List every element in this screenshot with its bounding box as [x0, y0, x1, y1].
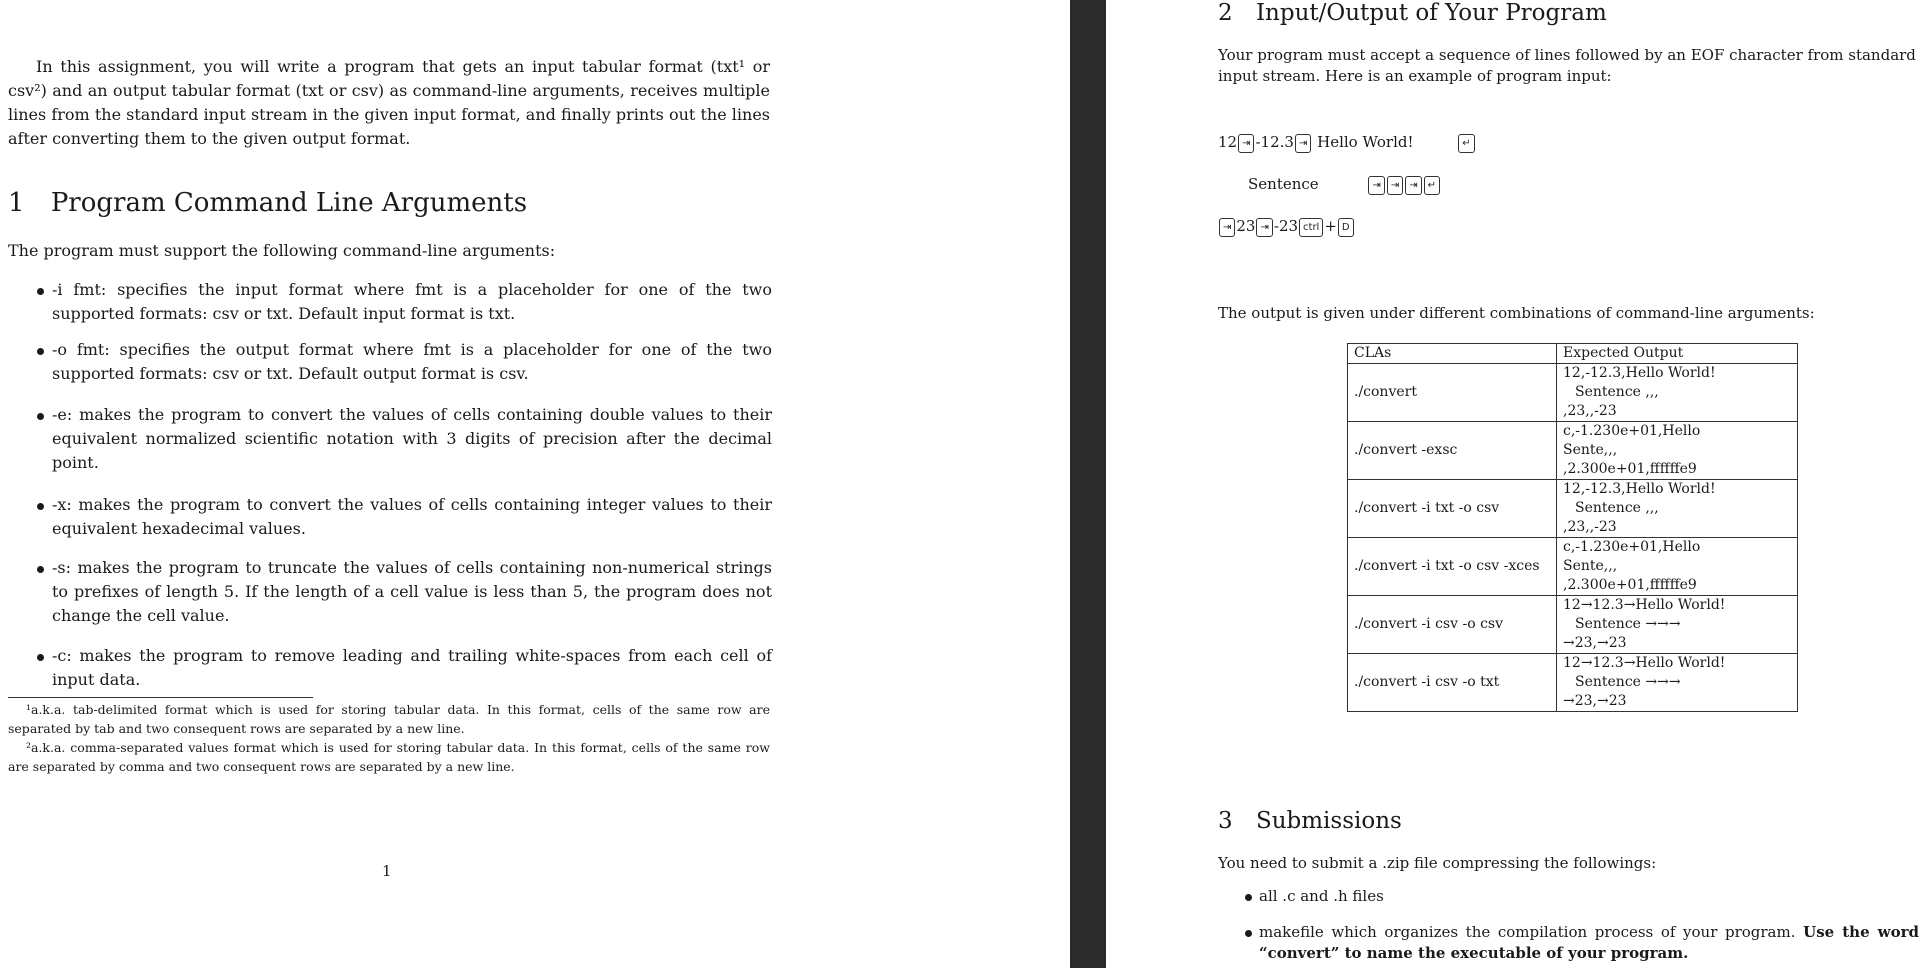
list-item: -c: makes the program to remove leading and trailing white-spaces from each cell of input data.	[52, 646, 772, 689]
section-1-heading	[8, 188, 527, 218]
list-item: makefile which organizes the compilation process of your program. Use the word “convert” to name the executable of your program.	[1259, 923, 1919, 962]
bullet-icon	[1245, 930, 1252, 937]
table-row	[1348, 364, 1798, 422]
bullet-icon	[37, 503, 44, 510]
table-header-row	[1348, 344, 1798, 364]
submission-lead: You need to submit a .zip file compressing the followings:	[1218, 854, 1657, 872]
tab-key-icon: ⇥	[1238, 134, 1254, 153]
bullet-icon	[37, 413, 44, 420]
footnote-rule	[8, 697, 313, 698]
intro-paragraph: In this assignment, you will write a program that gets an input tabular format (txt¹ or csv²) and an output tabular format (txt or csv) as command-line arguments, receives multiple lines from the standard input stream in the given input format, and finally prints out the lines after converting them to the given output format.	[8, 57, 770, 148]
bullet-icon	[37, 348, 44, 355]
input-example-line-1: 12 ⇥ -12.3 ⇥ Hello World! ↵	[1218, 130, 1476, 154]
list-item: all .c and .h files	[1259, 887, 1384, 905]
footnote-1: ¹a.k.a. tab-delimited format which is used for storing tabular data. In this format, cells of the same row are separated by tab and two consequent rows are separated by a new line.	[8, 702, 770, 736]
output-cell: 12,-12.3,Hello World! Sentence ,,, ,23,,-23	[1557, 480, 1798, 538]
output-cell: c,-1.230e+01,Hello Sente,,, ,2.300e+01,ffffffe9	[1557, 422, 1798, 480]
tab-key-icon: ⇥	[1368, 176, 1384, 195]
table-row	[1348, 480, 1798, 538]
output-lead: The output is given under different combinations of command-line arguments:	[1218, 304, 1815, 322]
section-3-heading	[1218, 808, 1402, 834]
output-cell: 12→12.3→Hello World! Sentence →→→ →23,→23	[1557, 654, 1798, 712]
input-example-line-2: Sentence ⇥ ⇥ ⇥ ↵	[1248, 172, 1441, 196]
tab-key-icon: ⇥	[1405, 176, 1421, 195]
tab-key-icon: ⇥	[1295, 134, 1311, 153]
arguments-lead: The program must support the following command-line arguments:	[8, 241, 556, 260]
list-item: -i fmt: specifies the input format where fmt is a placeholder for one of the two supported formats: csv or txt. Default input format is txt.	[52, 280, 772, 323]
enter-key-icon: ↵	[1458, 134, 1474, 153]
list-item: -x: makes the program to convert the values of cells containing integer values to their equivalent hexadecimal values.	[52, 495, 772, 538]
ctrl-key-icon: ctrl	[1299, 218, 1323, 237]
input-example-line-3: ⇥ 23 ⇥ -23 ctrl + D	[1218, 214, 1355, 238]
io-intro-paragraph: Your program must accept a sequence of lines followed by an EOF character from standard input stream. Here is an example of program input:	[1218, 46, 1916, 85]
section-number: 3	[1218, 808, 1233, 834]
list-item: -e: makes the program to convert the values of cells containing double values to their equivalent normalized scientific notation with 3 digits of precision after the decimal point.	[52, 405, 772, 472]
cla-output-table	[1347, 343, 1798, 712]
bullet-icon	[37, 654, 44, 661]
table-row	[1348, 654, 1798, 712]
cla-cell: ./convert -i txt -o csv	[1348, 480, 1557, 538]
cla-cell: ./convert -i txt -o csv -xces	[1348, 538, 1557, 596]
column-header-clas: CLAs	[1348, 344, 1557, 364]
d-key-icon: D	[1338, 218, 1354, 237]
bullet-icon	[1245, 894, 1252, 901]
table-row	[1348, 538, 1798, 596]
section-number: 1	[8, 188, 25, 218]
output-cell: c,-1.230e+01,Hello Sente,,, ,2.300e+01,ffffffe9	[1557, 538, 1798, 596]
bullet-icon	[37, 288, 44, 295]
tab-key-icon: ⇥	[1387, 176, 1403, 195]
column-header-expected-output: Expected Output	[1557, 344, 1798, 364]
tab-key-icon: ⇥	[1219, 218, 1235, 237]
section-title: Submissions	[1255, 808, 1402, 834]
bullet-icon	[37, 566, 44, 573]
table-row	[1348, 422, 1798, 480]
cla-cell: ./convert -i csv -o txt	[1348, 654, 1557, 712]
section-number: 2	[1218, 0, 1233, 26]
section-title: Input/Output of Your Program	[1255, 0, 1607, 26]
document-page-2	[1106, 0, 1923, 968]
list-item: -s: makes the program to truncate the values of cells containing non-numerical strings to prefixes of length 5. If the length of a cell value is less than 5, the program does not change the cell value.	[52, 558, 772, 625]
table-row	[1348, 596, 1798, 654]
section-2-heading	[1218, 0, 1607, 26]
cla-cell: ./convert	[1348, 364, 1557, 422]
tab-key-icon: ⇥	[1256, 218, 1272, 237]
output-cell: 12→12.3→Hello World! Sentence →→→ →23,→23	[1557, 596, 1798, 654]
page-number: 1	[382, 862, 392, 880]
footnote-2: ²a.k.a. comma-separated values format which is used for storing tabular data. In this format, cells of the same row are separated by comma and two consequent rows are separated by a new line.	[8, 740, 770, 774]
cla-cell: ./convert -exsc	[1348, 422, 1557, 480]
enter-key-icon: ↵	[1424, 176, 1440, 195]
output-cell: 12,-12.3,Hello World! Sentence ,,, ,23,,-23	[1557, 364, 1798, 422]
list-item: -o fmt: specifies the output format where fmt is a placeholder for one of the two supported formats: csv or txt. Default output format is csv.	[52, 340, 772, 383]
cla-cell: ./convert -i csv -o csv	[1348, 596, 1557, 654]
section-title: Program Command Line Arguments	[50, 188, 528, 218]
